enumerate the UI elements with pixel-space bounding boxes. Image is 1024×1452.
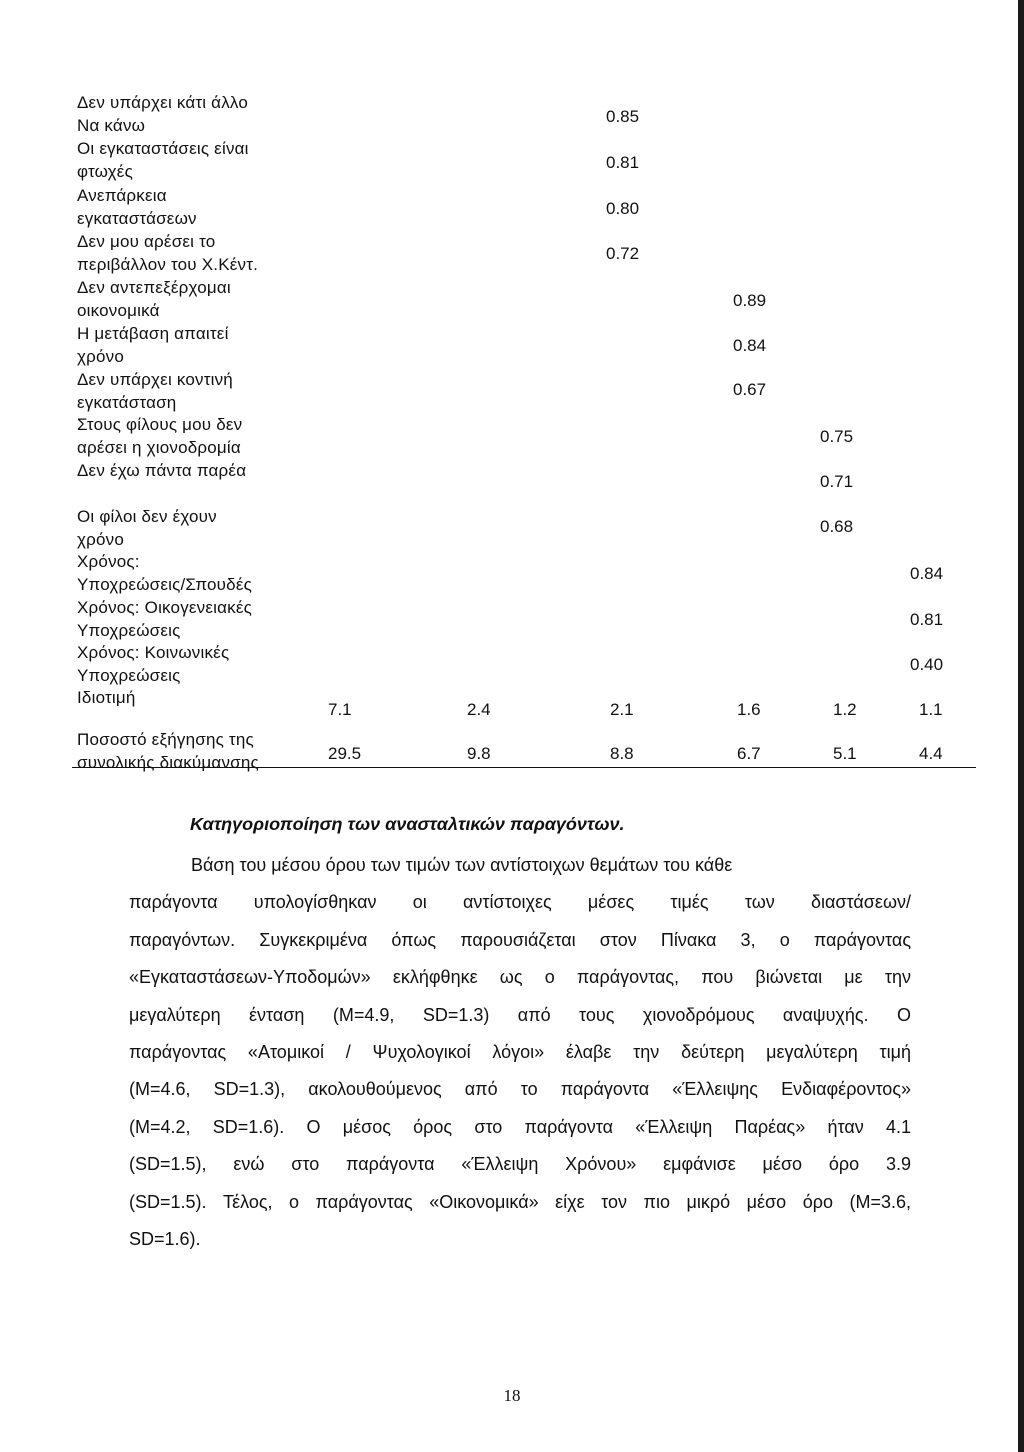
loading-value: 0.84: [910, 564, 944, 583]
loading-value: 0.67: [733, 380, 767, 399]
paragraph-line: παραγόντων. Συγκεκριμένα όπως παρουσιάζεται στον Πίνακα 3, ο παράγοντας: [129, 929, 911, 950]
label-line: Δεν έχω πάντα παρέα: [77, 461, 247, 480]
paragraph-line: (M=4.6, SD=1.3), ακολουθούμενος από το παράγοντα «Έλλειψης Ενδιαφέροντος»: [129, 1079, 911, 1100]
table-row-label: [77, 459, 246, 482]
label-line: φτωχές: [77, 162, 133, 181]
label-line: συνολικής διακύμανσης: [77, 753, 259, 772]
label-line: Ποσοστό εξήγησης της: [77, 730, 254, 749]
loading-value: 0.81: [606, 153, 640, 172]
label-line: Ανεπάρκεια: [77, 186, 167, 205]
label-line: Χρόνος:: [77, 552, 140, 571]
label-line: χρόνο: [77, 530, 125, 549]
loading-value: 0.81: [910, 610, 944, 629]
table-row-label: [77, 322, 229, 368]
table-row-label: [77, 184, 197, 230]
label-line: εγκατάσταση: [77, 393, 177, 412]
table-row-label: [77, 641, 229, 687]
eigenvalue: 2.1: [610, 700, 634, 719]
variance-value: 5.1: [833, 744, 857, 763]
label-line: εγκαταστάσεων: [77, 209, 197, 228]
eigenvalue-label: Ιδιοτιμή: [77, 688, 136, 707]
section-caption: Κατηγοριοποίηση των ανασταλτικών παραγόντων.: [190, 814, 625, 834]
label-line: Υποχρεώσεις: [77, 621, 181, 640]
loading-value: 0.84: [733, 336, 767, 355]
eigenvalue: 2.4: [467, 700, 491, 719]
table-row-label: [77, 413, 242, 459]
label-line: Οι εγκαταστάσεις είναι: [77, 139, 249, 158]
label-line: οικονομικά: [77, 301, 160, 320]
label-line: Δεν υπάρχει κάτι άλλο: [77, 93, 249, 112]
label-line: Υποχρεώσεις: [77, 666, 181, 685]
label-line: Χρόνος: Κοινωνικές: [77, 643, 230, 662]
paragraph-line: (SD=1.5). Τέλος, ο παράγοντας «Οικονομικά» είχε τον πιο μικρό μέσο όρο (M=3.6,: [129, 1191, 911, 1212]
table-row-label: [77, 91, 248, 137]
variance-value: 9.8: [467, 744, 491, 763]
label-line: Δεν μου αρέσει το: [77, 232, 216, 251]
label-line: χρόνο: [77, 347, 125, 366]
label-line: Δεν αντεπεξέρχομαι: [77, 278, 231, 297]
paragraph-line: SD=1.6).: [129, 1229, 201, 1250]
eigenvalue: 7.1: [328, 700, 352, 719]
label-line: Η μετάβαση απαιτεί: [77, 324, 229, 343]
loading-value: 0.75: [820, 427, 854, 446]
page-number: 18: [503, 1386, 521, 1405]
label-line: Οι φίλοι δεν έχουν: [77, 507, 217, 526]
label-line: Χρόνος: Οικογενειακές: [77, 598, 253, 617]
paragraph-line: παράγοντας «Ατομικοί / Ψυχολογικοί λόγοι» έλαβε την δεύτερη μεγαλύτερη τιμή: [129, 1042, 911, 1063]
eigenvalue: 1.6: [737, 700, 761, 719]
loading-value: 0.71: [820, 472, 854, 491]
body-paragraph: [129, 847, 911, 1258]
label-line: Υποχρεώσεις/Σπουδές: [77, 575, 253, 594]
loading-value: 0.85: [606, 107, 640, 126]
loading-value: 0.89: [733, 291, 767, 310]
label-line: Να κάνω: [77, 116, 146, 135]
table-row-label: [77, 596, 252, 642]
label-line: Δεν υπάρχει κοντινή: [77, 370, 233, 389]
paragraph-line: παράγοντα υπολογίσθηκαν οι αντίστοιχες μέσες τιμές των διαστάσεων/: [129, 892, 911, 913]
table-bottom-rule: [72, 767, 976, 768]
label-line: αρέσει η χιονοδρομία: [77, 438, 241, 457]
table-row-label: [77, 550, 252, 596]
loading-value: 0.40: [910, 655, 944, 674]
table-row-label: [77, 276, 231, 322]
eigenvalue: 1.2: [833, 700, 857, 719]
variance-value: 8.8: [610, 744, 634, 763]
paragraph-line: (SD=1.5), ενώ στο παράγοντα «Έλλειψη Χρόνου» εμφάνισε μέσο όρο 3.9: [129, 1154, 911, 1175]
loading-value: 0.68: [820, 517, 854, 536]
paragraph-line: Βάση του μέσου όρου των τιμών των αντίστοιχων θεμάτων του κάθε: [191, 855, 733, 875]
label-line: Στους φίλους μου δεν: [77, 415, 243, 434]
variance-value: 29.5: [328, 744, 362, 763]
paragraph-line: «Εγκαταστάσεων-Υποδομών» εκλήφθηκε ως ο παράγοντας, που βιώνεται με την: [129, 967, 911, 988]
table-row-label: [77, 368, 233, 414]
table-row-label: [77, 137, 249, 183]
variance-value: 4.4: [919, 744, 943, 763]
paragraph-line: μεγαλύτερη ένταση (M=4.9, SD=1.3) από τους χιονοδρόμους αναψυχής. Ο: [129, 1004, 911, 1025]
scan-edge: [1018, 0, 1024, 1452]
loading-value: 0.80: [606, 199, 640, 218]
variance-value: 6.7: [737, 744, 761, 763]
paragraph-line: (M=4.2, SD=1.6). Ο μέσος όρος στο παράγοντα «Έλλειψη Παρέας» ήταν 4.1: [129, 1116, 911, 1137]
eigenvalue: 1.1: [919, 700, 943, 719]
label-line: περιβάλλον του Χ.Κέντ.: [77, 255, 259, 274]
loading-value: 0.72: [606, 244, 640, 263]
table-row-label: [77, 505, 217, 551]
table-row-label: [77, 230, 258, 276]
